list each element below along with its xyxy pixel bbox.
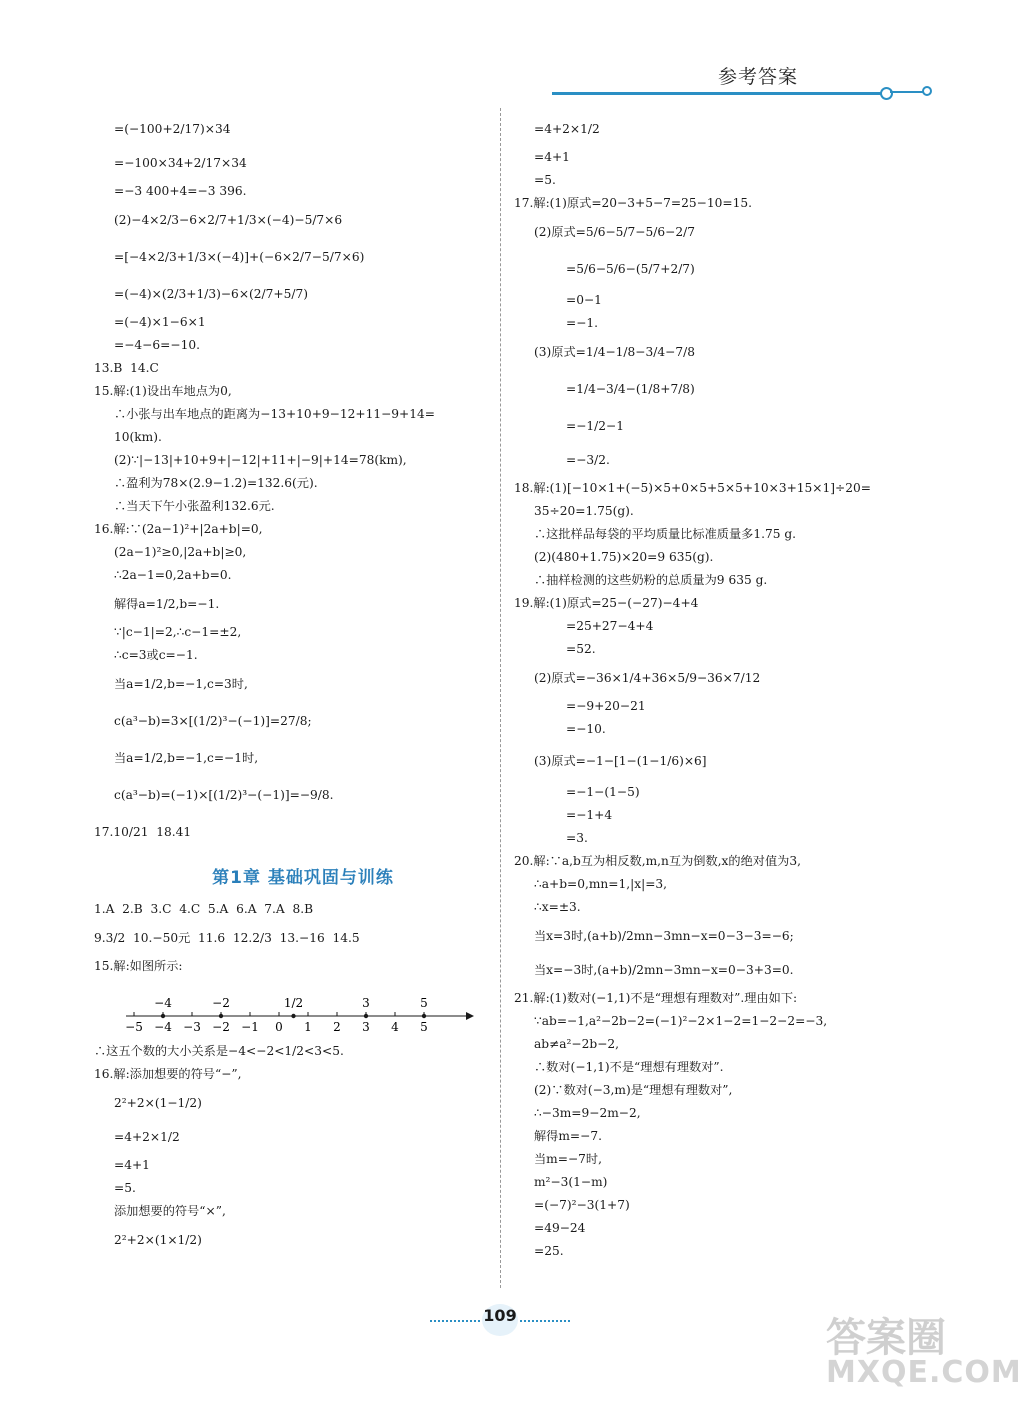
answer-line: 解得a=1/2,b=−1. xyxy=(114,597,220,611)
answer-line: 18.解:(1)[−10×1+(−5)×5+0×5+5×5+10×3+15×1]÷20= xyxy=(514,481,871,495)
column-divider xyxy=(500,108,501,1288)
answer-line: =5/6−5/6−(5/7+2/7) xyxy=(566,262,695,276)
answer-line: =−100×34+2/17×34 xyxy=(114,156,247,170)
answer-line: =52. xyxy=(566,642,596,656)
answer-line: 当x=3时,(a+b)/2mn−3mn−x=0−3−3=−6; xyxy=(534,929,794,943)
answer-line: 2²+2×(1×1/2) xyxy=(114,1233,202,1247)
answer-line: ab≠a²−2b−2, xyxy=(534,1037,620,1051)
number-line-point xyxy=(161,1014,165,1018)
answer-line: ∴c=3或c=−1. xyxy=(114,648,198,662)
answer-line: (3)原式=1/4−1/8−3/4−7/8 xyxy=(534,345,695,359)
answer-line: =−3 400+4=−3 396. xyxy=(114,184,247,198)
answer-line: ∴数对(−1,1)不是“理想有理数对”. xyxy=(534,1060,724,1074)
answer-line: ∴盈利为78×(2.9−1.2)=132.6(元). xyxy=(114,476,318,490)
answer-line: =(−100+2/17)×34 xyxy=(114,122,231,136)
answer-line: =(−7)²−3(1+7) xyxy=(534,1198,630,1212)
answer-line: ∴a+b=0,mn=1,|x|=3, xyxy=(534,877,668,891)
answer-line: 16.解:添加想要的符号“−”, xyxy=(94,1067,242,1081)
answer-line: (2a−1)²≥0,|2a+b|≥0, xyxy=(114,545,247,559)
answer-line: 当a=1/2,b=−1,c=3时, xyxy=(114,677,248,691)
answer-line: =4+2×1/2 xyxy=(534,122,600,136)
answer-line: =4+1 xyxy=(534,150,570,164)
answer-line: =−1. xyxy=(566,316,599,330)
answer-line: ∴抽样检测的这些奶粉的总质量为9 635 g. xyxy=(534,573,768,587)
answer-line: 解得m=−7. xyxy=(534,1129,602,1143)
number-line-tick-label: 1 xyxy=(304,1020,312,1034)
answer-line: 9.3/2 10.−50元 11.6 12.2/3 13.−16 14.5 xyxy=(94,931,360,945)
right-column xyxy=(514,112,914,1263)
answer-line: =3. xyxy=(566,831,588,845)
header-title: 参考答案 xyxy=(718,66,799,88)
answer-line: ∴这批样品每袋的平均质量比标准质量多1.75 g. xyxy=(534,527,797,541)
answer-line: =4+1 xyxy=(114,1158,150,1172)
answer-line: 17.10/21 18.41 xyxy=(94,825,192,839)
answer-line: =25. xyxy=(534,1244,564,1258)
answer-line: 添加想要的符号“×”, xyxy=(114,1204,226,1218)
number-line-tick-label: −2 xyxy=(212,1020,230,1034)
answer-line: 21.解:(1)数对(−1,1)不是“理想有理数对”.理由如下: xyxy=(514,991,798,1005)
answer-line: ∵|c−1|=2,∴c−1=±2, xyxy=(114,625,242,639)
number-line-point xyxy=(364,1014,368,1018)
answer-line: 10(km). xyxy=(114,430,162,444)
answer-line: =−1+4 xyxy=(566,808,613,822)
answer-line: =5. xyxy=(534,173,556,187)
header-ornament-dot-small xyxy=(922,86,932,96)
answer-line: ∴当天下午小张盈利132.6元. xyxy=(114,499,275,513)
answer-line: (2)∵数对(−3,m)是“理想有理数对”, xyxy=(534,1083,733,1097)
answer-line: 17.解:(1)原式=20−3+5−7=25−10=15. xyxy=(514,196,752,210)
answer-line: 15.解:如图所示: xyxy=(94,959,183,973)
answer-line: (2)原式=5/6−5/7−5/6−2/7 xyxy=(534,225,695,239)
number-line-tick-label: 3 xyxy=(362,1020,370,1034)
number-line-arrow xyxy=(466,1012,474,1020)
left-column xyxy=(94,112,492,1257)
answer-line: (2)−4×2/3−6×2/7+1/3×(−4)−5/7×6 xyxy=(114,213,343,227)
answer-line: =25+27−4+4 xyxy=(566,619,654,633)
number-line-tick-label: 4 xyxy=(391,1020,399,1034)
number-line-point-label: 5 xyxy=(420,996,428,1010)
number-line xyxy=(114,982,474,1036)
answer-line: c(a³−b)=3×[(1/2)³−(−1)]=27/8; xyxy=(114,714,312,728)
number-line-point xyxy=(422,1014,426,1018)
answer-line: 当m=−7时, xyxy=(534,1152,602,1166)
watermark-url: MXQE.COM xyxy=(826,1355,1022,1390)
answer-line: =−1−(1−5) xyxy=(566,785,640,799)
number-line-tick-label: −4 xyxy=(154,1020,172,1034)
number-line-tick-label: −1 xyxy=(241,1020,259,1034)
number-line-point xyxy=(291,1014,295,1018)
answer-line: ∴这五个数的大小关系是−4<−2<1/2<3<5. xyxy=(94,1044,344,1058)
number-line-point-label: −2 xyxy=(212,996,230,1010)
answer-line: 2²+2×(1−1/2) xyxy=(114,1096,202,1110)
answer-line: ∴x=±3. xyxy=(534,900,581,914)
number-line-point-label: 3 xyxy=(362,996,370,1010)
answer-line: =5. xyxy=(114,1181,136,1195)
number-line-marks xyxy=(154,996,428,1018)
answer-line: =−3/2. xyxy=(566,453,610,467)
answer-line: 19.解:(1)原式=25−(−27)−4+4 xyxy=(514,596,699,610)
answer-line: ∴−3m=9−2m−2, xyxy=(534,1106,641,1120)
answer-line: =[−4×2/3+1/3×(−4)]+(−6×2/7−5/7×6) xyxy=(114,250,365,264)
answer-line: 13.B 14.C xyxy=(94,361,159,375)
answer-line: =49−24 xyxy=(534,1221,586,1235)
answer-line: 15.解:(1)设出车地点为0, xyxy=(94,384,232,398)
number-line-point xyxy=(219,1014,223,1018)
answer-line: 当a=1/2,b=−1,c=−1时, xyxy=(114,751,259,765)
page-number: 109 xyxy=(483,1306,517,1325)
answer-line: (2)原式=−36×1/4+36×5/9−36×7/12 xyxy=(534,671,761,685)
answer-line: 当x=−3时,(a+b)/2mn−3mn−x=0−3+3=0. xyxy=(534,963,794,977)
answer-line: =(−4)×(2/3+1/3)−6×(2/7+5/7) xyxy=(114,287,308,301)
number-line-tick-label: 2 xyxy=(333,1020,341,1034)
header-rule xyxy=(552,92,886,95)
page-number-badge xyxy=(430,1306,570,1336)
answer-line: =(−4)×1−6×1 xyxy=(114,315,206,329)
answer-line: 16.解:∵(2a−1)²+|2a+b|=0, xyxy=(94,522,263,536)
answer-line: =−4−6=−10. xyxy=(114,338,200,352)
number-line-point-label: −4 xyxy=(154,996,172,1010)
number-line-tick-label: 5 xyxy=(420,1020,428,1034)
page-number-dots-left xyxy=(430,1320,480,1322)
watermark-logo: 答案圈 xyxy=(826,1315,946,1361)
number-line-ticks xyxy=(125,1012,428,1034)
number-line-tick-label: 0 xyxy=(275,1020,283,1034)
answer-line: =0−1 xyxy=(566,293,602,307)
answer-line: m²−3(1−m) xyxy=(534,1175,608,1189)
answer-line: (2)(480+1.75)×20=9 635(g). xyxy=(534,550,714,564)
answer-line: 1.A 2.B 3.C 4.C 5.A 6.A 7.A 8.B xyxy=(94,902,314,916)
answer-line: =1/4−3/4−(1/8+7/8) xyxy=(566,382,695,396)
answer-line: ∴2a−1=0,2a+b=0. xyxy=(114,568,232,582)
answer-line: =−9+20−21 xyxy=(566,699,646,713)
number-line-tick-label: −3 xyxy=(183,1020,201,1034)
answer-line: 35÷20=1.75(g). xyxy=(534,504,634,518)
number-line-tick-label: −5 xyxy=(125,1020,143,1034)
page-number-dots-right xyxy=(520,1320,570,1322)
answer-line: ∵ab=−1,a²−2b−2=(−1)²−2×1−2=1−2−2=−3, xyxy=(534,1014,828,1028)
answer-line: =4+2×1/2 xyxy=(114,1130,180,1144)
answer-line: =−10. xyxy=(566,722,606,736)
header-ornament-dot xyxy=(880,87,893,100)
answer-line: (2)∵|−13|+10+9+|−12|+11+|−9|+14=78(km), xyxy=(114,453,407,467)
answer-line: ∴小张与出车地点的距离为−13+10+9−12+11−9+14= xyxy=(114,407,435,421)
answer-line: =−1/2−1 xyxy=(566,419,625,433)
answer-line: c(a³−b)=(−1)×[(1/2)³−(−1)]=−9/8. xyxy=(114,788,334,802)
answer-line: (3)原式=−1−[1−(1−1/6)×6] xyxy=(534,754,707,768)
chapter-title: 第1章 基础巩固与训练 xyxy=(212,868,394,888)
answer-line: 20.解:∵a,b互为相反数,m,n互为倒数,x的绝对值为3, xyxy=(514,854,801,868)
number-line-point-label: 1/2 xyxy=(283,996,304,1010)
